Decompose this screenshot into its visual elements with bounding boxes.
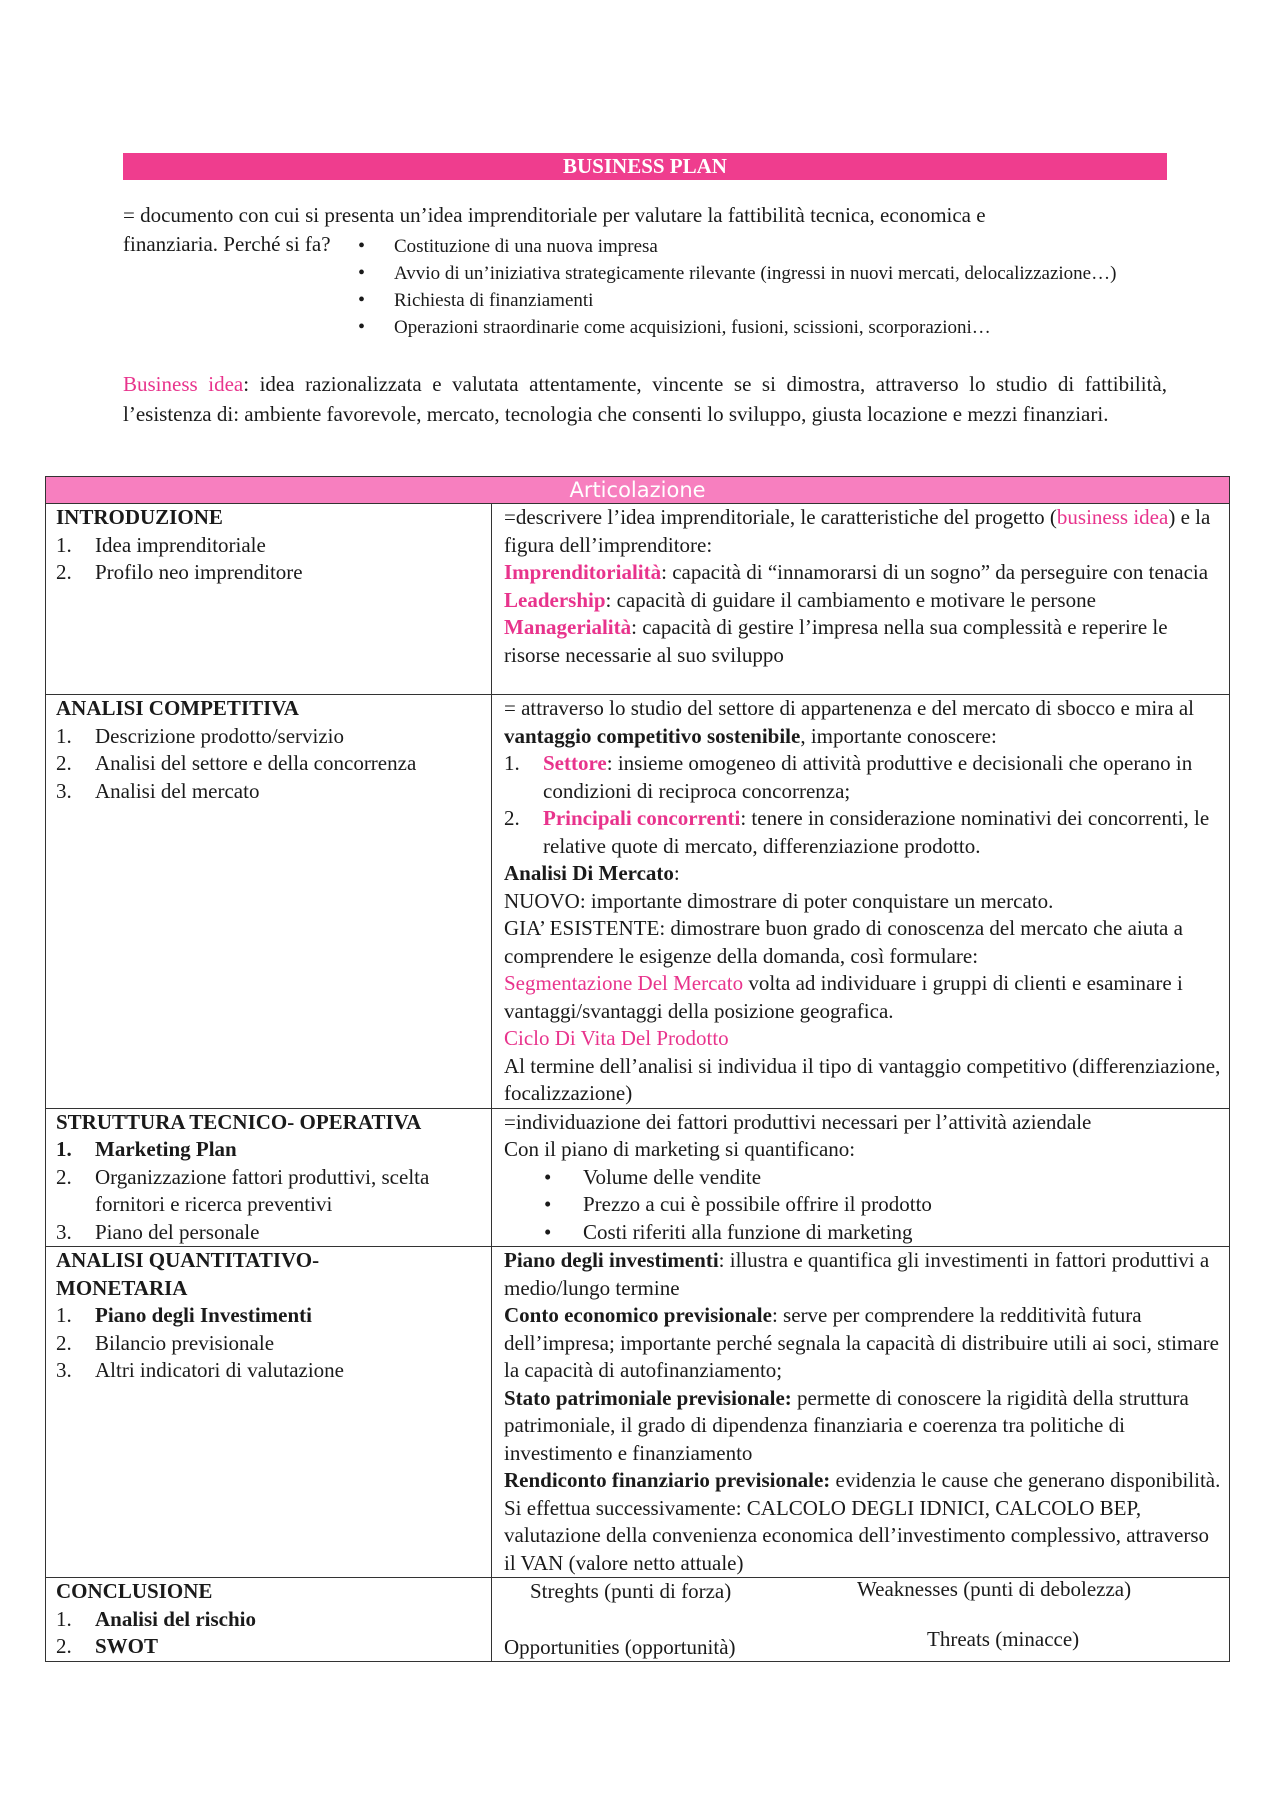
- section-left-quantitativa: [46, 1247, 492, 1578]
- competitive-conclusion: Al termine dell’analisi si individua il tipo di vantaggio competitivo (differenziazione, focalizzazione): [504, 1053, 1221, 1105]
- list-item: 3. Analisi del mercato: [56, 778, 260, 803]
- swot-weaknesses: Weaknesses (punti di debolezza): [857, 1577, 1132, 1601]
- articolazione-table: [45, 476, 1230, 1662]
- list-item: 1. Settore: insieme omogeneo di attività produttive e decisionali che operano in condizioni di reciproca concorrenza;: [504, 751, 1193, 803]
- swot-strengths: Streghts (punti di forza): [530, 1579, 732, 1603]
- market-analysis-title: Analisi Di Mercato:: [504, 861, 680, 885]
- swot-opportunities: Opportunities (opportunità): [504, 1635, 736, 1659]
- list-item: • Richiesta di finanziamenti: [340, 287, 1116, 314]
- definition-item: Conto economico previsionale: serve per comprendere la redditività futura dell’impresa; importante perché segnala la capacità di distribuire utili ai soci, stimare la capacità di autofinanziamento;: [504, 1303, 1219, 1382]
- section-title: ANALISI COMPETITIVA: [56, 696, 299, 720]
- definition-item: Rendiconto finanziario previsionale: evidenzia le cause che generano disponibilità.: [504, 1468, 1221, 1492]
- definition-item: Leadership: capacità di guidare il cambiamento e motivare le persone: [504, 587, 1096, 612]
- marketing-plan-intro: Con il piano di marketing si quantificano:: [504, 1137, 856, 1161]
- list-item: 2. Analisi del settore e della concorrenza: [56, 751, 417, 775]
- table-row: [46, 695, 1230, 1109]
- struttura-intro: =individuazione dei fattori produttivi necessari per l’attività aziendale: [504, 1109, 1092, 1134]
- section-title: STRUTTURA TECNICO- OPERATIVA: [56, 1109, 422, 1134]
- intro-line-2: finanziaria. Perché si fa?: [123, 232, 331, 256]
- definition-item: Managerialità: capacità di gestire l’impresa nella sua complessità e reperire le risorse necessarie al suo sviluppo: [504, 615, 1168, 667]
- definition-item: Piano degli investimenti: illustra e quantifica gli investimenti in fattori produttivi a medio/lungo termine: [504, 1248, 1210, 1300]
- list-item: 2. Principali concorrenti: tenere in considerazione nominativi dei concorrenti, le relative quote di mercato, differenziazione prodotto.: [504, 806, 1210, 858]
- table-row: [46, 1247, 1230, 1578]
- list-item: • Prezzo a cui è possibile offrire il prodotto: [504, 1191, 1221, 1219]
- list-item: 1. Idea imprenditoriale: [56, 532, 266, 557]
- list-item: 2. Organizzazione fattori produttivi, scelta fornitori e ricerca preventivi: [56, 1164, 430, 1216]
- section-title: CONCLUSIONE: [56, 1579, 213, 1603]
- list-item: 3. Altri indicatori di valutazione: [56, 1358, 345, 1382]
- competitive-list: [504, 750, 1221, 860]
- swot-grid: [504, 1577, 1221, 1659]
- list-item: • Operazioni straordinarie come acquisizioni, fusioni, scissioni, scorporazioni…: [340, 314, 1116, 341]
- follow-up-text: Si effettua successivamente: CALCOLO DEGLI IDNICI, CALCOLO BEP, valutazione della convenienza economica dell’investimento complessivo, attraverso il VAN (valore netto attuale): [504, 1495, 1209, 1575]
- list-item: • Avvio di un’iniziativa strategicamente rilevante (ingressi in nuovi mercati, delocalizzazione…): [340, 260, 1116, 287]
- list-item: 1. Analisi del rischio: [56, 1606, 257, 1631]
- business-idea-term: Business idea: [123, 372, 244, 396]
- business-idea-text: : idea razionalizzata e valutata attentamente, vincente se si dimostra, attraverso lo studio di fattibilità, l’esistenza di: ambiente favorevole, mercato, tecnologia che consenti lo sviluppo, giusta locazione e mezzi finanziari.: [123, 372, 1168, 426]
- market-segmentation: Segmentazione Del Mercato volta ad individuare i gruppi di clienti e esaminare i vantaggi/svantaggi della posizione geografica.: [504, 971, 1183, 1023]
- section-left-analisi-competitiva: [46, 695, 492, 1109]
- section-right-struttura: [492, 1108, 1230, 1247]
- list-item: 1. Marketing Plan: [56, 1137, 237, 1161]
- product-life-cycle: Ciclo Di Vita Del Prodotto: [504, 1026, 729, 1050]
- list-item: • Costituzione di una nuova impresa: [340, 233, 1116, 260]
- list-item: 2. Profilo neo imprenditore: [56, 560, 303, 584]
- list-item: 2. Bilancio previsionale: [56, 1330, 275, 1355]
- list-item: • Volume delle vendite: [504, 1164, 1221, 1192]
- definition-item: Imprenditorialità: capacità di “innamorarsi di un sogno” da perseguire con tenacia: [504, 560, 1209, 584]
- list-item: • Costi riferiti alla funzione di marketing: [504, 1219, 1221, 1247]
- market-new: NUOVO: importante dimostrare di poter conquistare un mercato.: [504, 888, 1054, 913]
- list-item: 2. SWOT: [56, 1634, 159, 1658]
- list-item: 1. Piano degli Investimenti: [56, 1303, 313, 1327]
- competitive-intro: = attraverso lo studio del settore di appartenenza e del mercato di sbocco e mira al vantaggio competitivo sostenibile, importante conoscere:: [504, 696, 1194, 748]
- page-title: BUSINESS PLAN: [123, 153, 1167, 180]
- section-list: [56, 1302, 491, 1385]
- business-idea-paragraph: [123, 370, 1167, 429]
- section-left-introduzione: [46, 504, 492, 695]
- section-right-analisi-competitiva: [492, 695, 1230, 1109]
- section-right-introduzione: [492, 504, 1230, 695]
- intro-desc: =descrivere l’idea imprenditoriale, le caratteristiche del progetto (business idea) e la figura dell’imprenditore:: [504, 505, 1211, 557]
- section-list: [56, 532, 491, 587]
- definition-item: Stato patrimoniale previsionale: permette di conoscere la rigidità della struttura patrimoniale, il grado di dipendenza finanziaria e coerenza tra politiche di investimento e finanziamento: [504, 1385, 1189, 1465]
- table-row: [46, 504, 1230, 695]
- list-item: 1. Descrizione prodotto/servizio: [56, 723, 345, 748]
- section-list: [56, 1136, 491, 1246]
- list-item: 3. Piano del personale: [56, 1219, 260, 1244]
- section-right-quantitativa: [492, 1247, 1230, 1578]
- market-existing: GIA’ ESISTENTE: dimostrare buon grado di conoscenza del mercato che aiuta a comprendere le esigenze della domanda, così formulare:: [504, 916, 1183, 968]
- section-title: INTRODUZIONE: [56, 505, 223, 529]
- section-title: ANALISI QUANTITATIVO-MONETARIA: [56, 1248, 320, 1300]
- section-right-swot: [492, 1578, 1230, 1662]
- table-row: [46, 1108, 1230, 1247]
- swot-threats: Threats (minacce): [927, 1627, 1080, 1651]
- reasons-list: [340, 233, 1116, 341]
- section-left-struttura: [46, 1108, 492, 1247]
- marketing-list: [504, 1164, 1221, 1247]
- table-header: Articolazione: [46, 477, 1230, 504]
- table-row: [46, 1578, 1230, 1662]
- intro-line-1: = documento con cui si presenta un’idea imprenditoriale per valutare la fattibilità tecnica, economica e: [123, 203, 986, 227]
- section-list: [56, 723, 491, 806]
- section-list: [56, 1606, 491, 1661]
- section-left-conclusione: [46, 1578, 492, 1662]
